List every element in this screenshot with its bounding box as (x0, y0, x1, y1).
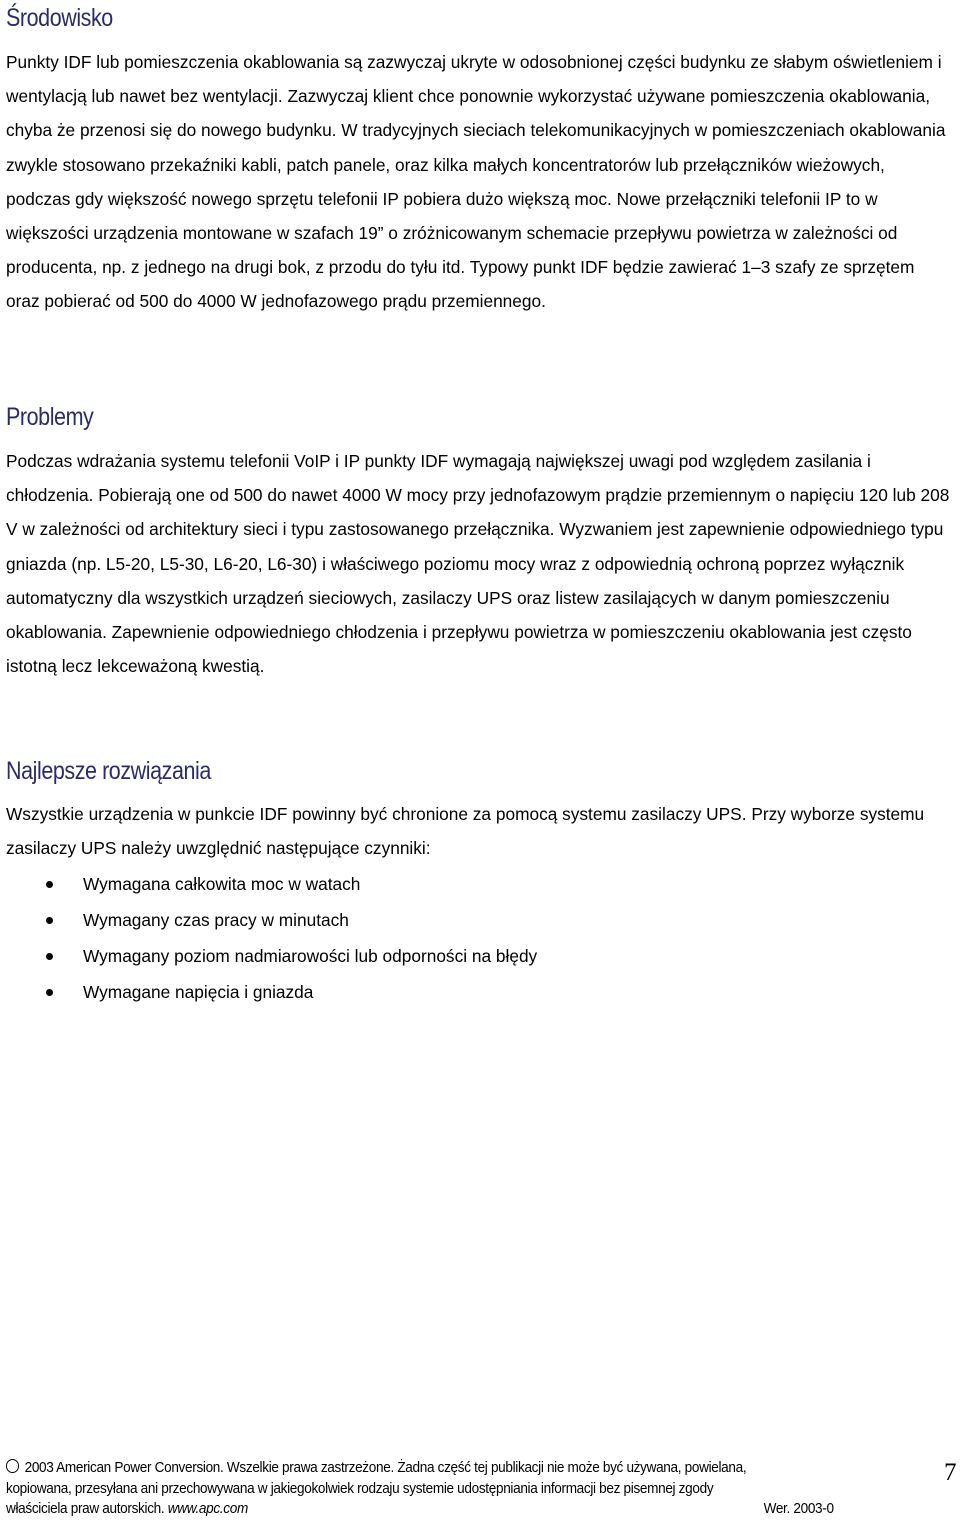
list-item-text: Wymagany czas pracy w minutach (83, 910, 349, 930)
section-title-srodowisko: Środowisko (6, 4, 113, 32)
footer-line-3 (6, 1499, 834, 1520)
section-title-problemy: Problemy (6, 403, 94, 431)
list-item (6, 866, 946, 902)
list-item-text: Wymagana całkowita moc w watach (83, 874, 361, 894)
page-footer (6, 1458, 834, 1520)
footer-version: Wer. 2003-0 (763, 1501, 834, 1517)
requirements-list (6, 866, 946, 1010)
paragraph-problemy: Podczas wdrażania systemu telefonii VoIP i IP punkty IDF wymagają największej uwagi pod względem zasilania i chłodzenia. Pobierają one od 500 do nawet 4000 W mocy przy jednofazowym prądzie przemiennym o napięciu 120 lub 208 V w zależności od architektury sieci i typu zastosowanego przełącznika. Wyzwaniem jest zapewnienie odpowiedniego typu gniazda (np. L5-20, L5-30, L6-20, L6-30) i właściwego poziomu mocy wraz z odpowiednią ochroną poprzez wyłącznik automatyczny dla wszystkich urządzeń sieciowych, zasilaczy UPS oraz listew zasilających w danym pomieszczeniu okablowania. Zapewnienie odpowiedniego chłodzenia i przepływu powietrza w pomieszczeniu okablowania jest często istotną lecz lekceważoną kwestią. (6, 451, 950, 677)
list-item-text: Wymagany poziom nadmiarowości lub odporności na błędy (83, 946, 538, 966)
page-number: 7 (944, 1459, 957, 1486)
bullet-icon (46, 953, 53, 960)
list-item (6, 902, 946, 938)
footer-line-2: kopiowana, przesyłana ani przechowywana w jakiegokolwiek rodzaju systemie udostępniania informacji bez pisemnej zgody (6, 1480, 714, 1497)
footer-copyright-text: 2003 American Power Conversion. Wszelkie prawa zastrzeżone. Żadna część tej publikacji nie może być używana, powielana, (24, 1460, 747, 1476)
list-item (6, 974, 946, 1010)
list-item-text: Wymagane napięcia i gniazda (83, 982, 314, 1002)
section-title-najlepsze: Najlepsze rozwiązania (6, 757, 211, 785)
footer-website-link[interactable]: www.apc.com (167, 1501, 248, 1517)
list-item (6, 938, 946, 974)
bullet-icon (46, 917, 53, 924)
copyright-icon (6, 1459, 19, 1473)
paragraph-srodowisko: Punkty IDF lub pomieszczenia okablowania są zazwyczaj ukryte w odosobnionej części budynku ze słabym oświetleniem i wentylacją lub nawet bez wentylacji. Zazwyczaj klient chce ponownie wykorzystać używane pomieszczenia okablowania, chyba że przenosi się do nowego budynku. W tradycyjnych sieciach telekomunikacyjnych w pomieszczeniach okablowania zwykle stosowano przekaźniki kabli, patch panele, oraz kilka małych koncentratorów lub przełączników wieżowych, podczas gdy większość nowego sprzętu telefonii IP pobiera dużo większą moc. Nowe przełączniki telefonii IP to w większości urządzenia montowane w szafach 19” o zróżnicowanym schemacie przepływu powietrza w zależności od producenta, np. z jednego na drugi bok, z przodu do tyłu itd. Typowy punkt IDF będzie zawierać 1–3 szafy ze sprzętem oraz pobierać od 500 do 4000 W jednofazowego prądu przemiennego. (6, 52, 946, 312)
bullet-icon (46, 989, 53, 996)
paragraph-najlepsze: Wszystkie urządzenia w punkcie IDF powinny być chronione za pomocą systemu zasilaczy UPS. Przy wyborze systemu zasilaczy UPS należy uwzględnić następujące czynniki: (6, 804, 925, 859)
footer-line-1 (6, 1458, 778, 1479)
bullet-icon (46, 881, 53, 888)
footer-owner-text: właściciela praw autorskich. (6, 1501, 168, 1517)
